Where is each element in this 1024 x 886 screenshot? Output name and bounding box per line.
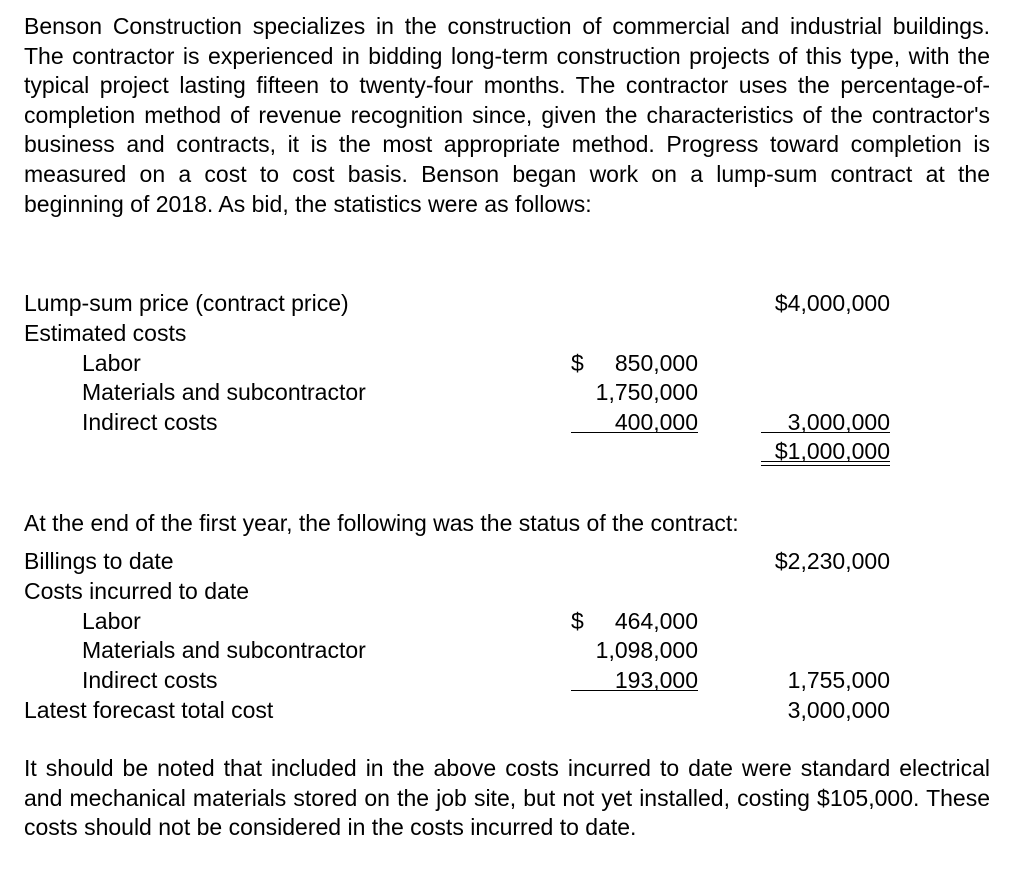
status-labor-amount <box>571 606 698 636</box>
status-billings-value: $2,230,000 <box>774 548 890 574</box>
bid-price-row <box>0 288 1024 318</box>
status-labor-value: 464,000 <box>614 608 698 634</box>
bid-indirect-label: Indirect costs <box>82 409 218 435</box>
status-intro: At the end of the first year, the following was the status of the contract: <box>24 510 739 536</box>
status-indirect-label: Indirect costs <box>82 667 218 693</box>
bid-profit-double-underline <box>761 461 890 466</box>
bid-est-label: Estimated costs <box>24 320 187 346</box>
bid-total-costs: 3,000,000 <box>787 409 890 435</box>
status-incurred-row <box>0 576 1024 606</box>
bid-total-underline <box>761 432 890 433</box>
bid-subtotal-underline <box>571 432 698 433</box>
status-forecast-label: Latest forecast total cost <box>24 697 274 723</box>
status-materials-value: 1,098,000 <box>595 637 698 663</box>
status-subtotal-underline <box>571 690 698 691</box>
bid-materials-row <box>0 377 1024 407</box>
note-paragraph: It should be noted that included in the above costs incurred to date were standard electrical and mechanical materials stored on the job site, but not yet installed, costing $105,000. These costs should not be considered in the costs incurred to date. <box>24 755 990 841</box>
bid-labor-amount <box>571 348 698 378</box>
bid-price-label: Lump-sum price (contract price) <box>24 290 349 316</box>
status-labor-dollar: $ <box>571 608 584 634</box>
status-incurred-label: Costs incurred to date <box>24 578 250 604</box>
status-billings-row <box>0 546 1024 576</box>
status-forecast-row <box>0 695 1024 725</box>
status-materials-row <box>0 635 1024 665</box>
status-incurred-total: 1,755,000 <box>787 667 890 693</box>
status-forecast-value: 3,000,000 <box>787 697 890 723</box>
bid-materials-value: 1,750,000 <box>595 379 698 405</box>
bid-labor-row <box>0 348 1024 378</box>
intro-paragraph: Benson Construction specializes in the construction of commercial and industrial buildings. The contractor is experienced in bidding long-term construction projects of this type, with the typical project lasting fifteen to twenty-four months. The contractor uses the percentage-of-completion method of revenue recognition since, given the characteristics of the contractor's business and contracts, it is the most appropriate method. Progress toward completion is measured on a cost to cost basis. Benson began work on a lump-sum contract at the beginning of 2018. As bid, the statistics were as follows: <box>24 13 990 217</box>
status-indirect-row <box>0 665 1024 695</box>
bid-profit-value: $1,000,000 <box>774 438 890 464</box>
bid-price-value: $4,000,000 <box>774 290 890 316</box>
bid-materials-label: Materials and subcontractor <box>82 379 366 405</box>
status-materials-label: Materials and subcontractor <box>82 637 366 663</box>
status-indirect-value: 193,000 <box>614 667 698 693</box>
status-labor-row <box>0 606 1024 636</box>
bid-labor-value: 850,000 <box>614 350 698 376</box>
bid-est-row <box>0 318 1024 348</box>
bid-labor-dollar: $ <box>571 350 584 376</box>
status-billings-label: Billings to date <box>24 548 174 574</box>
bid-labor-label: Labor <box>82 350 141 376</box>
bid-indirect-value: 400,000 <box>614 409 698 435</box>
status-labor-label: Labor <box>82 608 141 634</box>
